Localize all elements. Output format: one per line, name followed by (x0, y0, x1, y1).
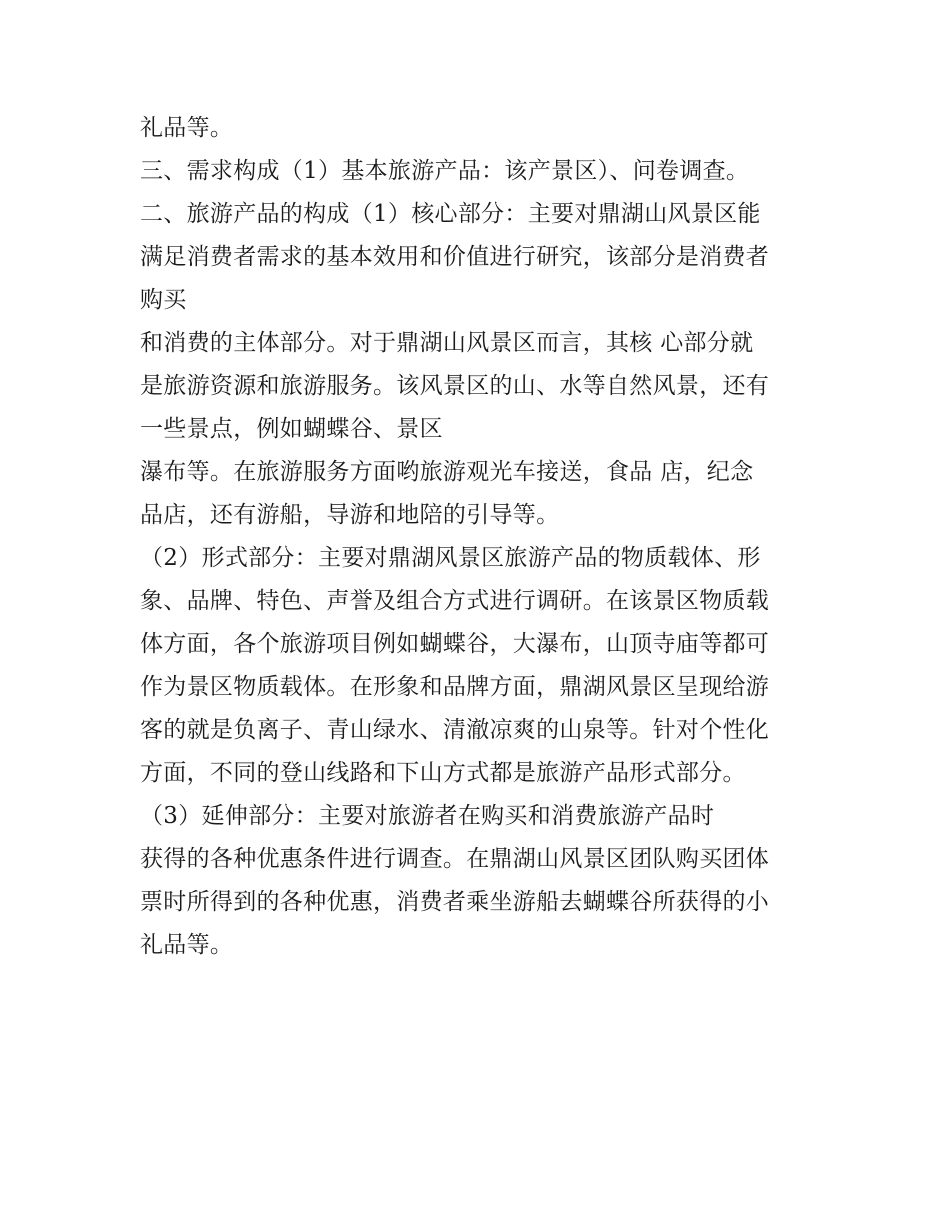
text-line: 获得的各种优惠条件进行调查。在鼎湖山风景区团队购买团体 (140, 846, 770, 872)
text-line: 瀑布等。在旅游服务方面哟旅游观光车接送，食品 店，纪念 (140, 459, 754, 485)
text-line: 二、旅游产品的构成（1）核心部分：主要对鼎湖山风景区能 (140, 201, 761, 227)
text-line: 体方面，各个旅游项目例如蝴蝶谷，大瀑布，山顶寺庙等都可 (140, 631, 770, 657)
text-line: （3）延伸部分：主要对旅游者在购买和消费旅游产品时 (140, 803, 715, 829)
text-line: 是旅游资源和旅游服务。该风景区的山、水等自然风景，还有 (140, 373, 770, 399)
text-line: 满足消费者需求的基本效用和价值进行研究，该部分是消费者 (140, 244, 770, 270)
text-line: 三、需求构成（1）基本旅游产品：该产景区）、问卷调查。 (140, 158, 750, 184)
text-line: 象、品牌、特色、声誉及组合方式进行调研。在该景区物质载 (140, 588, 770, 614)
text-line: 方面，不同的登山线路和下山方式都是旅游产品形式部分。 (140, 760, 746, 786)
text-line: 一些景点，例如蝴蝶谷、景区 (140, 416, 443, 442)
text-line: 购买 (140, 287, 187, 313)
text-line: 客的就是负离子、青山绿水、清澈凉爽的山泉等。针对个性化 (140, 717, 770, 743)
document-body (140, 107, 840, 967)
text-line: （2）形式部分：主要对鼎湖风景区旅游产品的物质载体、形 (140, 545, 761, 571)
text-line: 和消费的主体部分。对于鼎湖山风景区而言，其核 心部分就 (140, 330, 754, 356)
text-line: 票时所得到的各种优惠，消费者乘坐游船去蝴蝶谷所获得的小 (140, 889, 770, 915)
text-line: 作为景区物质载体。在形象和品牌方面，鼎湖风景区呈现给游 (140, 674, 770, 700)
text-line: 礼品等。 (140, 115, 234, 141)
text-line: 礼品等。 (140, 932, 234, 958)
text-line: 品店，还有游船，导游和地陪的引导等。 (140, 502, 560, 528)
